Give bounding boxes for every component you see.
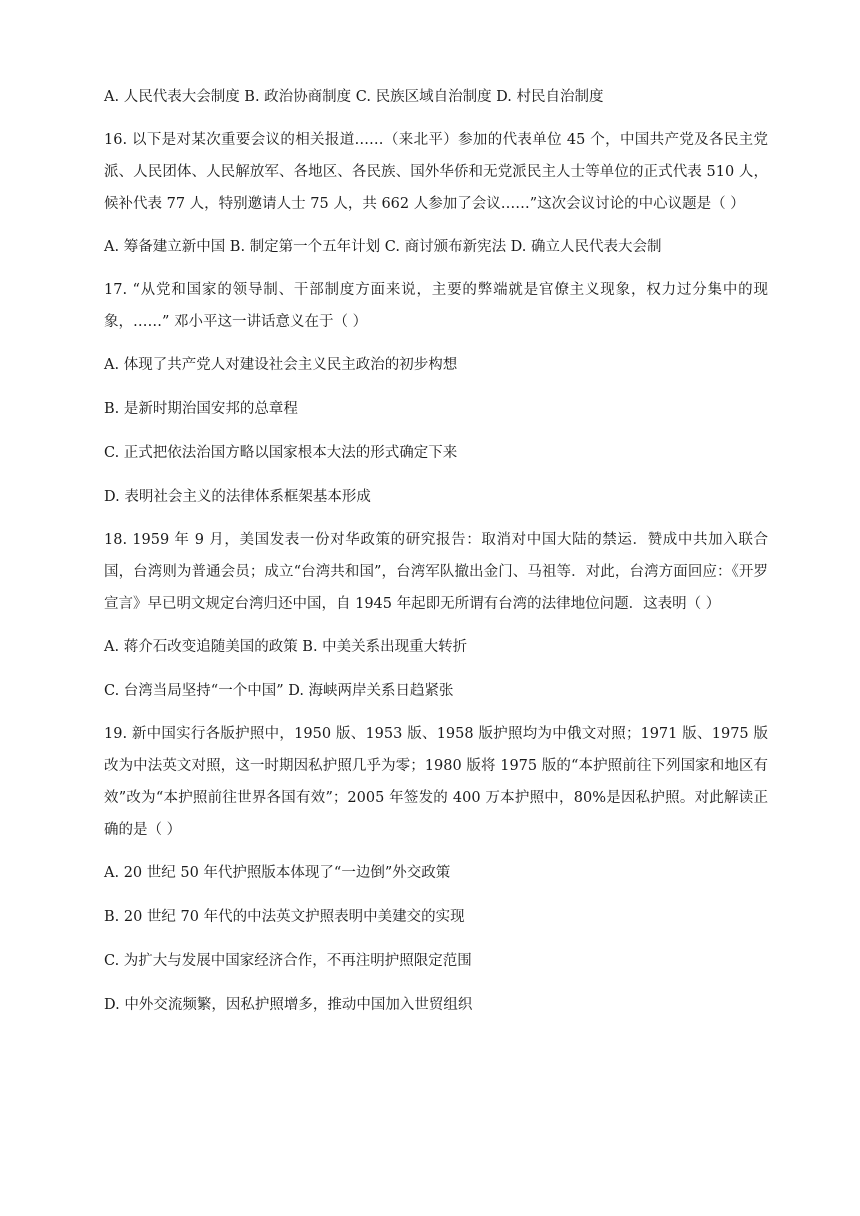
q18-options-line-2: C. 台湾当局坚持“一个中国” D. 海峡两岸关系日趋紧张 bbox=[104, 683, 454, 699]
q19-option-b: B. 20 世纪 70 年代的中法英文护照表明中美建交的实现 bbox=[104, 909, 465, 925]
q17-option-a: A. 体现了共产党人对建设社会主义民主政治的初步构想 bbox=[104, 357, 458, 373]
q16-options: A. 筹备建立新中国 B. 制定第一个五年计划 C. 商讨颁布新宪法 D. 确立人民代表大会制 bbox=[104, 239, 662, 255]
q16-stem: 16. 以下是对某次重要会议的相关报道……（来北平）参加的代表单位 45 个，中国共产党及各民主党派、人民团体、人民解放军、各地区、各民族、国外华侨和无党派民主人士等单位的正式代表 510 人，候补代表 77 人，特别邀请人士 75 人，共 662 人参加了会议……”这次会议讨论的中心议题是（ ） bbox=[104, 132, 768, 212]
q17-option-b: B. 是新时期治国安邦的总章程 bbox=[104, 401, 298, 417]
q18-options-line-1: A. 蒋介石改变追随美国的政策 B. 中美关系出现重大转折 bbox=[104, 639, 468, 655]
q19-option-a: A. 20 世纪 50 年代护照版本体现了“一边倒”外交政策 bbox=[104, 865, 451, 881]
q15-options: A. 人民代表大会制度 B. 政治协商制度 C. 民族区域自治制度 D. 村民自治制度 bbox=[104, 89, 604, 105]
exam-page bbox=[104, 84, 768, 1018]
q19-stem: 19. 新中国实行各版护照中，1950 版、1953 版、1958 版护照均为中俄文对照；1971 版、1975 版改为中法英文对照，这一时期因私护照几乎为零；1980 版将 1975 版的“本护照前往下列国家和地区有效”改为“本护照前往世界各国有效”；2005 年签发的 400 万本护照中，80%是因私护照。对此解读正确的是（ ） bbox=[104, 726, 768, 838]
q19-option-c: C. 为扩大与发展中国家经济合作，不再注明护照限定范围 bbox=[104, 953, 472, 969]
q17-option-d: D. 表明社会主义的法律体系框架基本形成 bbox=[104, 489, 371, 505]
q18-stem: 18. 1959 年 9 月，美国发表一份对华政策的研究报告：取消对中国大陆的禁运．赞成中共加入联合国，台湾则为普通会员；成立“台湾共和国”，台湾军队撤出金门、马祖等．对此，台湾方面回应：《开罗宣言》早已明文规定台湾归还中国，自 1945 年起即无所谓有台湾的法律地位问题．这表明（ ） bbox=[104, 532, 768, 612]
q17-stem: 17. “从党和国家的领导制、干部制度方面来说，主要的弊端就是官僚主义现象，权力过分集中的现象，……” 邓小平这一讲话意义在于（ ） bbox=[104, 282, 768, 330]
q19-option-d: D. 中外交流频繁，因私护照增多，推动中国加入世贸组织 bbox=[104, 997, 473, 1013]
q17-option-c: C. 正式把依法治国方略以国家根本大法的形式确定下来 bbox=[104, 445, 458, 461]
